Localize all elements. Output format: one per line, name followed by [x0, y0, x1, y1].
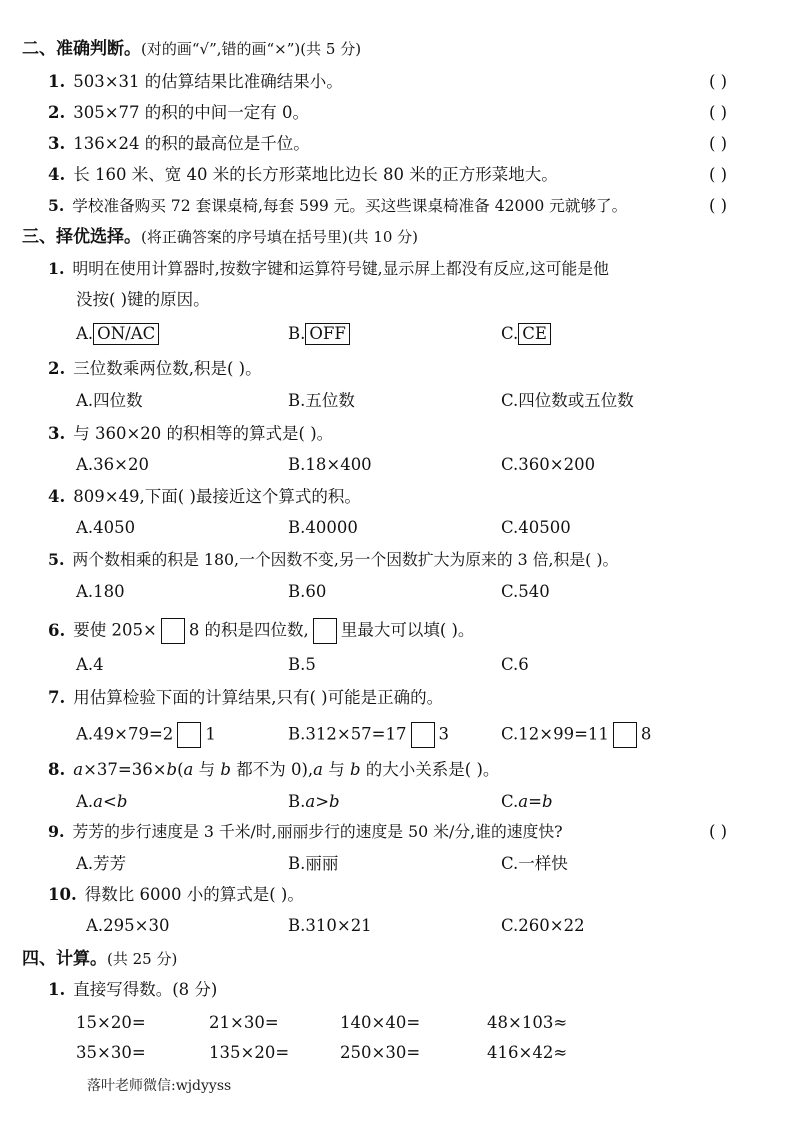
q8-option-b[interactable]: B.a>b [288, 792, 340, 811]
choice-q6: 6. 要使 205× 8 的积是四位数, 里最大可以填( )。 [48, 618, 474, 644]
calc-problem: 135×20= [209, 1043, 290, 1062]
q3-option-a[interactable]: A.36×20 [76, 455, 149, 474]
section-4-note: (共 25 分) [107, 950, 178, 968]
blank-box [177, 722, 201, 748]
q2-option-a[interactable]: A.四位数 [76, 391, 143, 410]
choice-q1-line2: 没按( )键的原因。 [76, 290, 210, 309]
calc-problem: 48×103≈ [487, 1013, 568, 1032]
choice-q5: 5. 两个数相乘的积是 180,一个因数不变,另一个因数扩大为原来的 3 倍,积是( )。 [48, 550, 619, 569]
choice-q9: 9. 芳芳的步行速度是 3 千米/时,丽丽步行的速度是 50 米/分,谁的速度快? [48, 822, 563, 841]
calc-problem: 250×30= [340, 1043, 421, 1062]
q5-option-a[interactable]: A.180 [76, 582, 125, 601]
footer-contact: 落叶老师微信:wjdyyss [87, 1078, 232, 1094]
q1-option-a[interactable]: A. ON/AC [76, 323, 159, 345]
q9-option-c[interactable]: C.一样快 [501, 854, 568, 873]
answer-blank-5[interactable]: ( ) [708, 196, 728, 215]
answer-blank-1[interactable]: ( ) [708, 72, 728, 91]
q6-option-c[interactable]: C.6 [501, 655, 529, 674]
choice-q1-line1: 1. 明明在使用计算器时,按数字键和运算符号键,显示屏上都没有反应,这可能是他 [48, 259, 609, 278]
q1-option-c[interactable]: C. CE [501, 323, 551, 345]
judge-item-1: 1. 503×31 的估算结果比准确结果小。 [48, 72, 343, 91]
section-3-note: (将正确答案的序号填在括号里)(共 10 分) [141, 228, 419, 246]
q7-option-b[interactable]: B.312×57=17 3 [288, 722, 449, 748]
q8-option-a[interactable]: A.a<b [76, 792, 128, 811]
q4-option-a[interactable]: A.4050 [76, 518, 136, 537]
q6-option-b[interactable]: B.5 [288, 655, 316, 674]
blank-box [613, 722, 637, 748]
q6-option-a[interactable]: A.4 [76, 655, 104, 674]
choice-q10: 10. 得数比 6000 小的算式是( )。 [48, 885, 304, 904]
ce-key: CE [518, 323, 551, 345]
q4-option-b[interactable]: B.40000 [288, 518, 358, 537]
q9-answer-blank[interactable]: ( ) [708, 822, 728, 841]
q9-option-a[interactable]: A.芳芳 [76, 854, 127, 873]
choice-q4: 4. 809×49,下面( )最接近这个算式的积。 [48, 487, 361, 506]
judge-item-3: 3. 136×24 的积的最高位是千位。 [48, 134, 310, 153]
q8-option-c[interactable]: C.a=b [501, 792, 553, 811]
q10-option-b[interactable]: B.310×21 [288, 916, 372, 935]
off-key: OFF [305, 323, 349, 345]
q10-option-c[interactable]: C.260×22 [501, 916, 585, 935]
choice-q8: 8. a×37=36×b(a 与 b 都不为 0),a 与 b 的大小关系是( )。 [48, 760, 500, 779]
q7-option-c[interactable]: C.12×99=11 8 [501, 722, 651, 748]
q7-option-a[interactable]: A.49×79=2 1 [76, 722, 216, 748]
q3-option-b[interactable]: B.18×400 [288, 455, 372, 474]
q10-option-a[interactable]: A.295×30 [86, 916, 170, 935]
judge-item-2: 2. 305×77 的积的中间一定有 0。 [48, 103, 310, 122]
calc-problem: 15×20= [76, 1013, 146, 1032]
section-3-heading [22, 226, 418, 248]
on-ac-key: ON/AC [93, 323, 159, 345]
section-3-title: 三、择优选择。 [22, 227, 141, 247]
section-4-heading [22, 948, 177, 970]
q5-option-b[interactable]: B.60 [288, 582, 327, 601]
calc-problem: 35×30= [76, 1043, 146, 1062]
choice-q2: 2. 三位数乘两位数,积是( )。 [48, 359, 262, 378]
section-4-title: 四、计算。 [22, 949, 107, 969]
calc-problem: 21×30= [209, 1013, 279, 1032]
q5-option-c[interactable]: C.540 [501, 582, 550, 601]
answer-blank-4[interactable]: ( ) [708, 165, 728, 184]
q2-option-b[interactable]: B.五位数 [288, 391, 355, 410]
judge-item-4: 4. 长 160 米、宽 40 米的长方形菜地比边长 80 米的正方形菜地大。 [48, 165, 558, 184]
choice-q7: 7. 用估算检验下面的计算结果,只有( )可能是正确的。 [48, 688, 444, 707]
blank-box [411, 722, 435, 748]
q9-option-b[interactable]: B.丽丽 [288, 854, 339, 873]
q2-option-c[interactable]: C.四位数或五位数 [501, 391, 634, 410]
blank-box [313, 618, 337, 644]
answer-blank-3[interactable]: ( ) [708, 134, 728, 153]
q1-option-b[interactable]: B. OFF [288, 323, 350, 345]
q3-option-c[interactable]: C.360×200 [501, 455, 596, 474]
section-2-note: (对的画“√”,错的画“×”)(共 5 分) [141, 40, 362, 58]
choice-q3: 3. 与 360×20 的积相等的算式是( )。 [48, 424, 334, 443]
section-2-title: 二、准确判断。 [22, 39, 141, 59]
answer-blank-2[interactable]: ( ) [708, 103, 728, 122]
judge-item-5: 5. 学校准备购买 72 套课桌椅,每套 599 元。买这些课桌椅准备 42000 元就够了。 [48, 196, 628, 215]
calc-problem: 140×40= [340, 1013, 421, 1032]
q4-option-c[interactable]: C.40500 [501, 518, 571, 537]
blank-box [161, 618, 185, 644]
calc-q1: 1. 直接写得数。(8 分) [48, 980, 218, 999]
section-2-heading [22, 38, 361, 60]
calc-problem: 416×42≈ [487, 1043, 568, 1062]
